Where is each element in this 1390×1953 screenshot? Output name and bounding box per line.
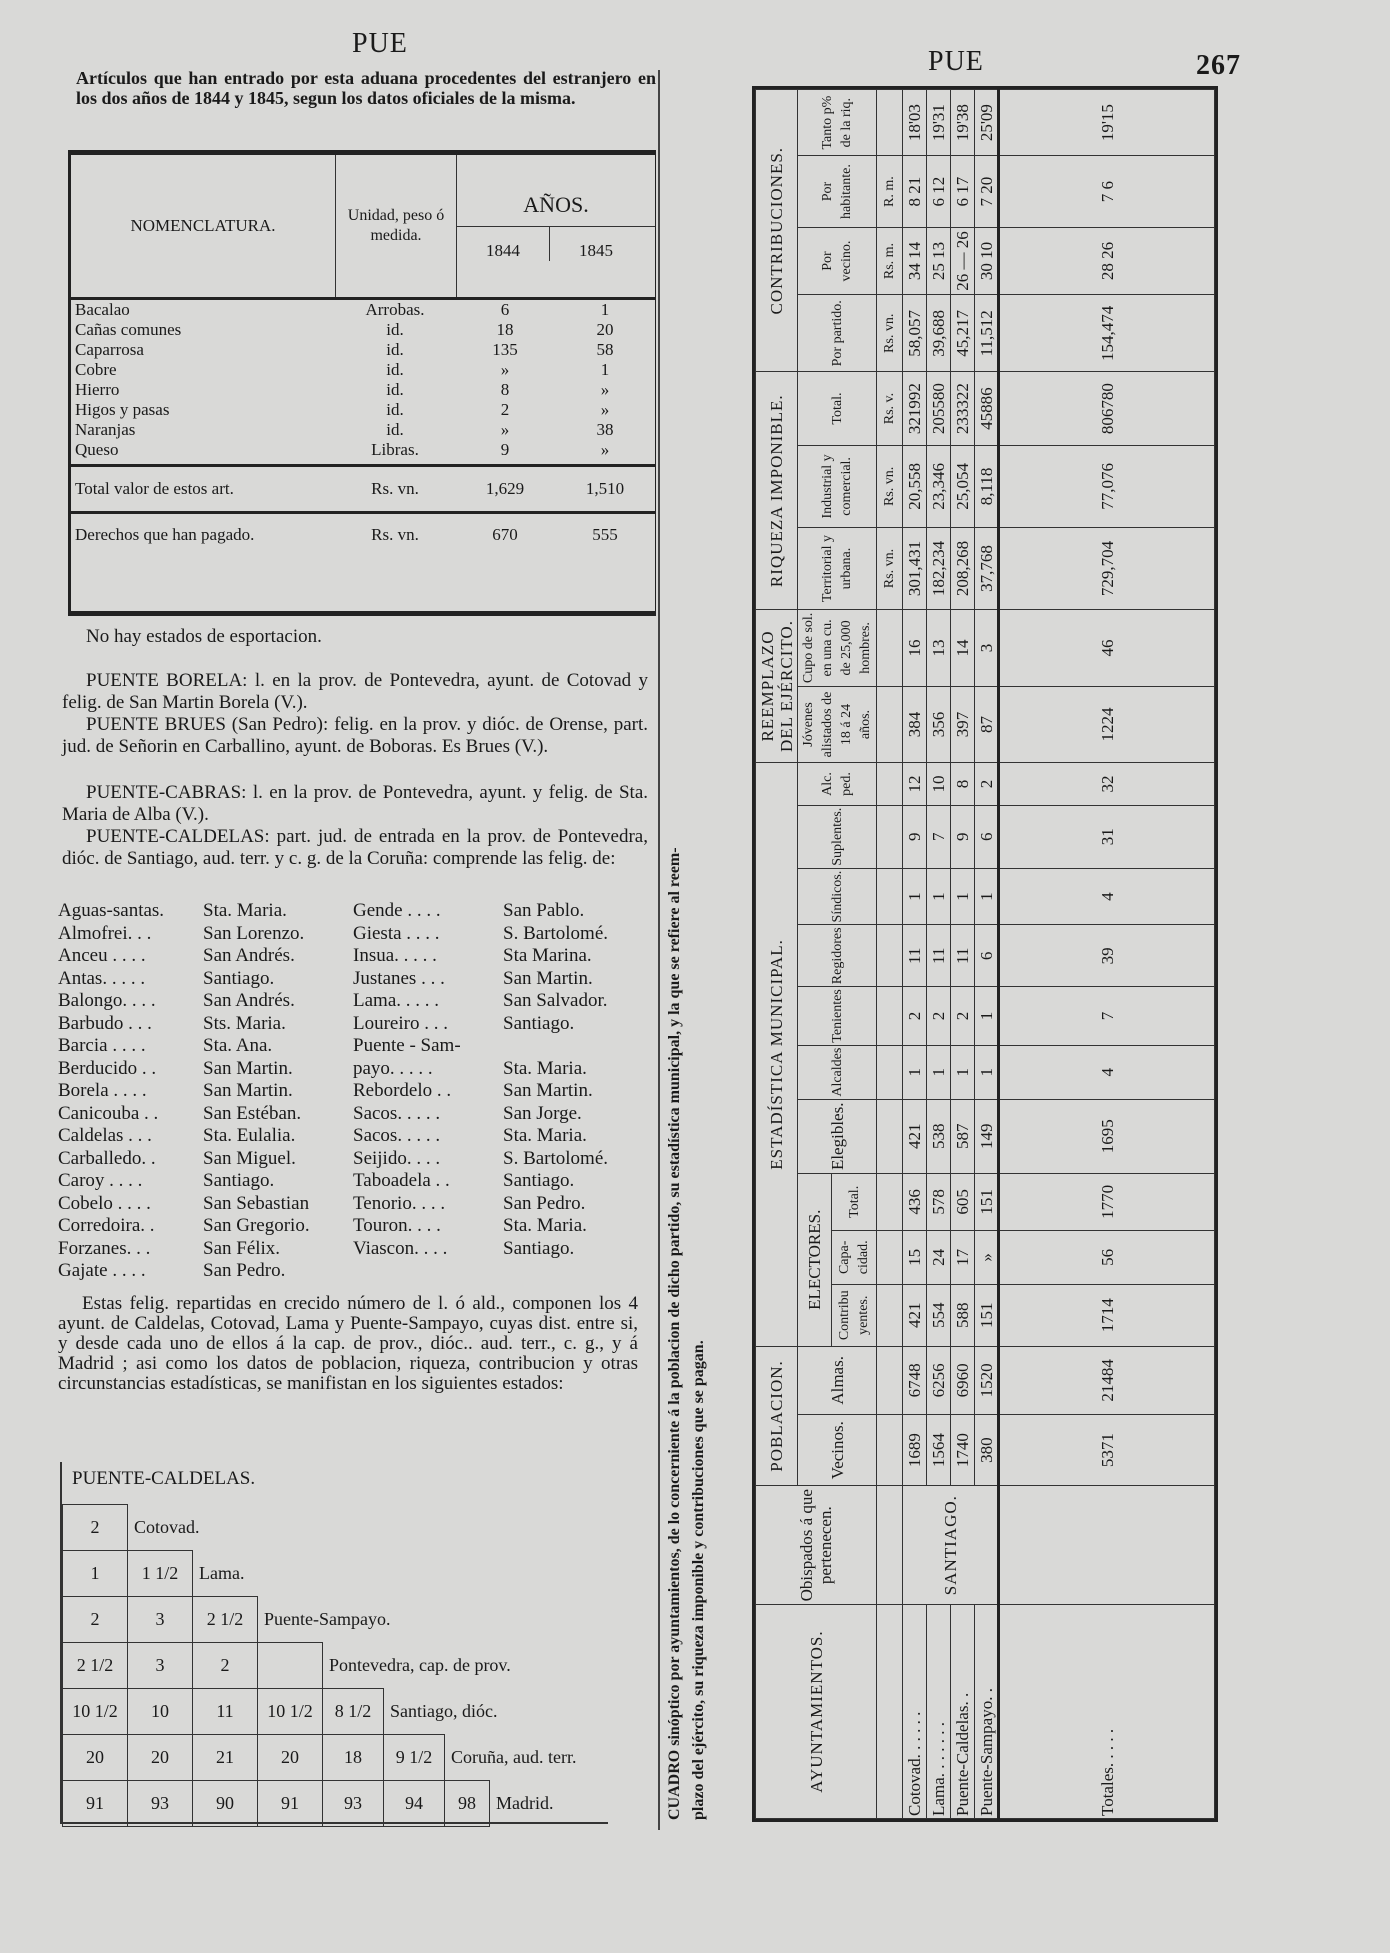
col-suplentes: Suplentes. (798, 805, 877, 868)
list-item: Caroy . . . . Santiago. Taboadela . . Santiago. (58, 1170, 575, 1191)
list-item: Antas. . . . . Santiago. Justanes . . . San Martin. (58, 967, 593, 989)
col-almas: Almas. (798, 1346, 877, 1414)
distance-table (60, 1462, 608, 1824)
col-alc-ped: Alc. ped. (798, 763, 877, 806)
col-header-nomenclatura: NOMENCLATURA. (71, 155, 336, 297)
imports-rows (71, 300, 655, 460)
column-divider (658, 70, 660, 1830)
table-row: Naranjas id. » 38 (75, 420, 614, 439)
col-contribuyentes: Contribu yentes. (832, 1284, 877, 1346)
group-reemplazo: REEMPLAZO DEL EJÉRCITO. (756, 609, 798, 762)
list-item: Balongo. . . . San Andrés. Lama. . . . . San Salvador. (58, 990, 608, 1011)
list-item: Borela . . . . San Martin. Rebordelo . . San Martin. (58, 1080, 593, 1101)
table-row: 91 93 90 91 93 94 98 Madrid. (63, 1781, 579, 1827)
distance-title: PUENTE-CALDELAS. (72, 1468, 256, 1489)
total-row: Total valor de estos art. Rs. vn. 1,629 1,510 (75, 479, 625, 498)
col-vecinos: Vecinos. (798, 1415, 877, 1486)
table-row: Caparrosa id. 135 58 (75, 340, 614, 359)
list-item: Carballedo. . San Miguel. Seijido. . . . S. Bartolomé. (58, 1147, 609, 1169)
col-alcaldes: Alcaldes (798, 1045, 877, 1099)
table-row: Hierro id. 8 » (75, 380, 610, 399)
col-capacidad: Capa- cidad. (832, 1230, 877, 1284)
col-total-electores: Total. (832, 1173, 877, 1230)
col-industrial: Industrial y comercial. (798, 445, 877, 527)
col-header-unidad: Unidad, peso ó medida. (336, 155, 457, 297)
list-item: Barcia . . . . Sta. Ana. Puente - Sam- (58, 1035, 461, 1056)
table-row: 1 1 1/2 Lama. (63, 1551, 579, 1597)
page-number: 267 (1196, 50, 1241, 81)
col-regidores: Regidores (798, 925, 877, 987)
no-export-note: No hay estados de esportacion. (86, 626, 322, 647)
col-por-partido: Por partido. (798, 295, 877, 372)
col-tanto: Tanto p% de la riq. (798, 90, 877, 156)
running-head-left: PUE (352, 28, 408, 59)
group-poblacion: POBLACION. (756, 1346, 798, 1486)
col-por-vecino: Por vecino. (798, 227, 877, 294)
table-row: 2 1/2 3 2 Pontevedra, cap. de prov. (63, 1643, 579, 1689)
group-contribuciones: CONTRIBUCIONES. (756, 90, 798, 372)
imports-intro: Artículos que han entrado por esta aduana procedentes del estranjero en los dos años de 1844 y 1845, segun los datos oficiales de la misma. (76, 68, 656, 108)
col-elegibles: Elegibles. (798, 1099, 877, 1173)
col-ayuntamientos: AYUNTAMIENTOS. (756, 1605, 877, 1819)
synoptic-caption-line1: CUADRO sinóptico por ayuntamientos, de lo concerniente á la poblacion de dicho partido, su estadística municipal, y la que se refiere al reem- (666, 847, 683, 1820)
list-item: Anceu . . . . San Andrés. Insua. . . . . Sta Marina. (58, 945, 592, 966)
table-row: Higos y pasas id. 2 » (75, 400, 610, 419)
list-item: Corredoira. . San Gregorio. Touron. . . . Sta. Maria. (58, 1215, 587, 1236)
list-item: Forzanes. . . San Félix. Viascon. . . . Santiago. (58, 1237, 575, 1259)
col-header-1845: 1845 (579, 240, 613, 260)
group-electores: ELECTORES. (798, 1173, 832, 1346)
col-riq-total: Total. (798, 372, 877, 445)
table-row: Cotovad. . . . . . SANTIAGO. 1689 6748 421 15 436 421 1 2 11 1 9 12 384 16 301,431 20,558 321992 58,057 34 14 8 21 18'03 (903, 90, 927, 1819)
col-jovenes: Jóvenes alistados de 18 á 24 años. (798, 686, 877, 762)
table-row: Bacalao Arrobas. 6 1 (75, 300, 610, 319)
list-item: Berducido . . San Martin. payo. . . . . Sta. Maria. (58, 1057, 587, 1079)
list-item: Aguas-santas. Sta. Maria. Gende . . . . San Pablo. (58, 900, 585, 921)
table-row: Puente-Sampayo. . 380 1520 151 » 151 149 1 1 6 1 6 2 87 3 37,768 8,118 45886 11,512 30 10 7 20 25'09 (975, 90, 999, 1819)
table-row: Puente-Caldelas. . 1740 6960 588 17 605 587 1 2 11 1 9 8 397 14 208,268 25,054 233322 45,217 26 — 26 6 17 19'38 (951, 90, 975, 1819)
entry-puente-cabras: PUENTE-CABRAS: l. en la prov. de Pontevedra, ayunt. y felig. de Sta. Maria de Alba (V.). (62, 782, 648, 825)
synoptic-caption-line2: plazo del ejército, su riqueza imponible y contribuciones que se pagan. (690, 1340, 707, 1820)
table-row: Cañas comunes id. 18 20 (75, 320, 614, 339)
list-item: Caldelas . . . Sta. Eulalia. Sacos. . . . . Sta. Maria. (58, 1125, 587, 1146)
totals-row: Totales. . . . . 5371 21484 1714 56 1770 1695 4 7 39 4 31 32 1224 46 729,704 77,076 806780 154,474 28 26 7 6 19'15 (999, 90, 1215, 1819)
group-estadistica: ESTADÍSTICA MUNICIPAL. (756, 763, 798, 1347)
table-row: Cobre id. » 1 (75, 360, 610, 379)
col-header-anos: AÑOS. (523, 191, 589, 217)
list-item: Almofrei. . . San Lorenzo. Giesta . . . . S. Bartolomé. (58, 922, 609, 944)
table-row: Lama. . . . . . . 1564 6256 554 24 578 538 1 2 11 1 7 10 356 13 182,234 23,346 205580 39,688 25 13 6 12 19'31 (927, 90, 951, 1819)
obispado-value: SANTIAGO. (903, 1486, 999, 1605)
table-row: Queso Libras. 9 » (75, 440, 610, 459)
col-cupo: Cupo de sol. en una cu. de 25,000 hombres. (798, 609, 877, 686)
table-row: 10 1/2 10 11 10 1/2 8 1/2 Santiago, dióc. (63, 1689, 579, 1735)
table-row: 20 20 21 20 18 9 1/2 Coruña, aud. terr. (63, 1735, 579, 1781)
list-item: Barbudo . . . Sts. Maria. Loureiro . . . Santiago. (58, 1012, 575, 1034)
distance-grid (62, 1504, 578, 1827)
list-item: Canicouba . . San Estéban. Sacos. . . . . San Jorge. (58, 1102, 582, 1124)
col-territorial: Territorial y urbana. (798, 528, 877, 610)
summary-paragraph: Estas felig. repartidas en crecido número de l. ó ald., componen los 4 ayunt. de Caldelas, Cotovad, Lama y Puente-Sampayo, cuyas dist. entre si, y desde cada uno de ellos á la cap. de prov., dióc.. aud. terr., c. g., y á Madrid ; asi como los datos de poblacion, riqueza, contribucion y otras circunstancias estadísticas, se manifistan en los siguientes estados: (58, 1293, 638, 1394)
entry-puente-brues: PUENTE BRUES (San Pedro): felig. en la prov. y dióc. de Orense, part. jud. de Señorin en Carballino, ayunt. de Boboras. Es Brues (V.). (62, 714, 648, 757)
table-row: 2 3 2 1/2 Puente-Sampayo. (63, 1597, 579, 1643)
parish-list (58, 900, 658, 1283)
group-riqueza: RIQUEZA IMPONIBLE. (756, 372, 798, 610)
table-row: 2 Cotovad. (63, 1505, 579, 1551)
synoptic-table: AYUNTAMIENTOS. Obispados á que pertenecen. POBLACION. ESTADÍSTICA MUNICIPAL. REEMPLAZO DEL EJÉRCITO. RIQUEZA IMPONIBLE. CONTRIBUCIONES. Vecinos. Almas. ELECTORES. Elegibles. Alcaldes Tenientes Regidores Síndicos. Suplentes. Alc. ped. Jóvenes alistados de 18 á 24 años. Cupo de sol. en una cu. de 25,000 hombres. Territorial y urbana. Industrial y comercial. Total. Por partido. Por vecino. Por habitante. Tanto p% de la riq. Contribu yentes. Capa- cidad. Total. Rs. vn. Rs. vn. Rs. v. Rs. vn. Rs. m. R. m. Cotovad. . . . . . SANTIAGO. 1689 6748 421 15 436 421 1 2 11 1 9 12 384 16 301,431 20,558 321992 58,057 34 14 8 21 18'03 Lama. . . . . . . 1564 6256 554 24 578 538 1 2 11 1 7 10 356 13 182,234 23,346 205580 39,688 25 13 6 12 19'31 Puente-Caldelas. . 1740 6960 588 17 605 587 1 2 11 1 9 8 397 14 208,268 25,054 233322 45,217 26 — 26 6 17 19'38 Puente-Sampayo. . 380 1520 151 » 151 149 1 1 6 1 6 2 87 3 37,768 8,118 45886 11,512 30 10 7 20 25'09 Totales. . . . . 5371 21484 1714 56 1770 1695 4 7 39 4 31 32 1224 46 729,704 77,076 806780 154,474 28 26 7 6 19'15 (752, 86, 1218, 1822)
col-header-1844: 1844 (457, 227, 550, 261)
list-item: Cobelo . . . . San Sebastian Tenorio. . . . San Pedro. (58, 1192, 586, 1214)
col-tenientes: Tenientes (798, 987, 877, 1045)
entry-puente-caldelas: PUENTE-CALDELAS: part. jud. de entrada en la prov. de Pontevedra, dióc. de Santiago, aud. terr. y c. g. de la Coruña: comprende las felig. de: (62, 826, 648, 869)
col-obispados: Obispados á que pertenecen. (756, 1486, 877, 1605)
running-head-right: PUE (928, 46, 984, 77)
duties-row: Derechos que han pagado. Rs. vn. 670 555 (75, 525, 618, 544)
imports-table (68, 150, 656, 616)
col-sindicos: Síndicos. (798, 868, 877, 925)
col-por-habitante: Por habitante. (798, 156, 877, 228)
entry-puente-borela: PUENTE BORELA: l. en la prov. de Pontevedra, ayunt. de Cotovad y felig. de San Martin Borela (V.). (62, 670, 648, 713)
list-item: Gajate . . . . San Pedro. (58, 1260, 286, 1281)
